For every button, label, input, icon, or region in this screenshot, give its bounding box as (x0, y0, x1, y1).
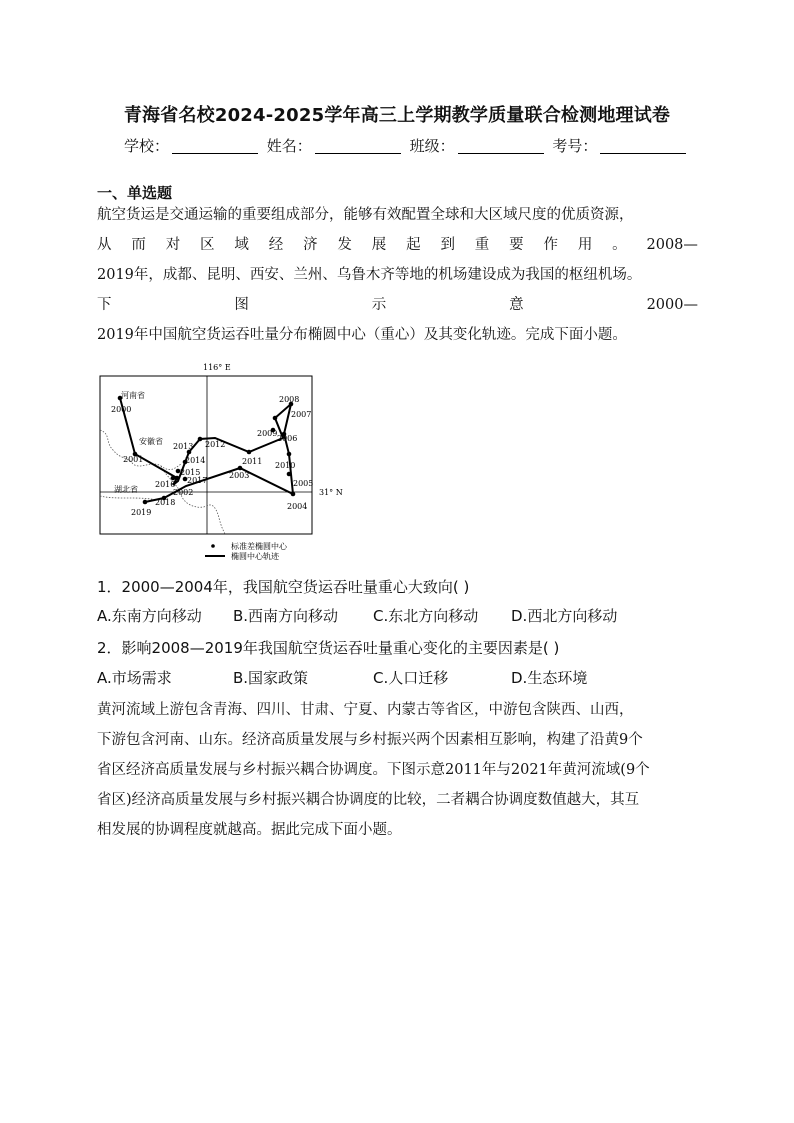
point-2003 (238, 466, 243, 471)
legend-point-icon (211, 544, 215, 548)
q2-option-d[interactable]: D.生态环境 (511, 669, 588, 687)
exam-title: 青海省名校2024-2025学年高三上学期教学质量联合检测地理试卷 (123, 105, 671, 126)
cargo-center-map (97, 360, 357, 565)
q1-option-b[interactable]: B.西南方向移动 (233, 607, 339, 625)
legend-line-label: 椭圆中心轨迹 (231, 552, 279, 561)
passage-aviation (97, 200, 698, 350)
class-blank[interactable] (458, 139, 544, 154)
map-svg (97, 360, 357, 565)
year-label: 2004 (287, 502, 308, 511)
q2-option-c[interactable]: C.人口迁移 (373, 669, 449, 687)
year-label: 2001 (123, 455, 144, 464)
spread-word: 示 (371, 297, 387, 313)
spread-word: 意 (509, 297, 524, 313)
spread-word: 2008— (646, 237, 698, 253)
exam-number-label: 考号： (552, 137, 598, 155)
passage-line-spread (97, 290, 698, 320)
question-1-stem: 1．2000—2004年，我国航空货运吞吐量重心大致向( ) (97, 578, 470, 596)
year-label: 2017 (187, 476, 208, 485)
spread-word: 展 (371, 237, 387, 253)
year-label: 2018 (155, 498, 176, 507)
year-label: 2009 (257, 429, 278, 438)
q2-option-b[interactable]: B.国家政策 (233, 669, 309, 687)
school-label: 学校： (124, 137, 170, 155)
point-2012 (198, 437, 203, 442)
year-label: 2010 (275, 461, 296, 470)
point-2011 (247, 450, 252, 455)
passage-line: 省区)经济高质量发展与乡村振兴耦合协调度的比较，二者耦合协调度数值越大，其互 (97, 792, 640, 808)
spread-word: 要 (509, 237, 524, 253)
spread-word: 对 (165, 237, 181, 253)
hubei-boundary (100, 496, 157, 500)
school-blank[interactable] (172, 139, 258, 154)
point-2008 (273, 416, 278, 421)
passage-line: 黄河流域上游包含青海、四川、甘肃、宁夏、内蒙古等省区，中游包含陕西、山西， (97, 702, 634, 718)
spread-word: 下 (97, 297, 112, 313)
passage-line: 省区经济高质量发展与乡村振兴耦合协调度。下图示意2011年与2021年黄河流域(9个 (97, 762, 650, 778)
spread-word: 作 (543, 237, 558, 253)
name-blank[interactable] (315, 139, 401, 154)
lat-label: 31° N (319, 488, 343, 497)
year-label: 2012 (205, 440, 226, 449)
spread-word: 到 (440, 237, 455, 253)
year-label: 2011 (242, 457, 263, 466)
spread-word: 从 (97, 237, 112, 253)
province-henan: 河南省 (121, 391, 145, 400)
question-2-stem: 2．影响2008—2019年我国航空货运吞吐量重心变化的主要因素是( ) (97, 639, 560, 657)
passage-line: 相发展的协调程度就越高。据此完成下面小题。 (97, 822, 402, 838)
lon-label: 116° E (203, 363, 231, 372)
q1-option-d[interactable]: D.西北方向移动 (511, 607, 618, 625)
spread-word: 而 (131, 237, 146, 253)
passage-line: 2019年中国航空货运吞吐量分布椭圆中心（重心）及其变化轨迹。完成下面小题。 (97, 327, 627, 343)
passage-line-spread (97, 230, 698, 260)
spread-word: 。 (612, 237, 627, 253)
section-heading: 一、单选题 (97, 184, 173, 202)
year-label: 2014 (185, 456, 206, 465)
point-2002 (175, 476, 180, 481)
spread-word: 区 (200, 237, 215, 253)
legend-point-label: 标准差椭圆中心 (231, 542, 287, 551)
point-2005 (287, 472, 292, 477)
passage-yellow-river (97, 695, 698, 845)
student-info-row (124, 135, 690, 156)
question-1-options (97, 605, 617, 626)
spread-word: 经 (268, 237, 284, 253)
year-label: 2013 (173, 442, 194, 451)
year-labels (111, 395, 313, 517)
passage-line: 下游包含河南、山东。经济高质量发展与乡村振兴两个因素相互影响，构建了沿黄9个 (97, 732, 643, 748)
year-label: 2007 (291, 410, 312, 419)
q1-option-a[interactable]: A.东南方向移动 (97, 607, 202, 625)
year-label: 2000 (111, 405, 132, 414)
spread-word: 济 (303, 237, 318, 253)
question-2-options (97, 667, 587, 688)
class-label: 班级： (409, 137, 455, 155)
year-label: 2008 (279, 395, 300, 404)
point-2019 (143, 500, 148, 505)
spread-word: 2000— (646, 297, 698, 313)
point-2004 (291, 492, 296, 497)
name-label: 姓名： (266, 137, 312, 155)
spread-word: 域 (234, 237, 249, 253)
year-label: 2006 (277, 434, 298, 443)
spread-word: 图 (234, 297, 249, 313)
year-label: 2002 (173, 488, 194, 497)
province-hubei: 湖北省 (114, 485, 138, 494)
province-anhui: 安徽省 (139, 437, 163, 446)
passage-line: 航空货运是交通运输的重要组成部分，能够有效配置全球和大区域尺度的优质资源， (97, 207, 634, 223)
spread-word: 发 (337, 237, 352, 253)
passage-line: 2019年，成都、昆明、西安、兰州、乌鲁木齐等地的机场建设成为我国的枢纽机场。 (97, 267, 642, 283)
year-label: 2003 (229, 471, 250, 480)
year-label: 2016 (155, 480, 176, 489)
year-label: 2005 (293, 479, 314, 488)
spread-word: 重 (474, 237, 490, 253)
centroid-points (118, 396, 296, 505)
year-label: 2015 (180, 468, 201, 477)
point-2010 (287, 452, 292, 457)
q1-option-c[interactable]: C.东北方向移动 (373, 607, 479, 625)
exam-number-blank[interactable] (600, 139, 686, 154)
year-label: 2019 (131, 508, 152, 517)
spread-word: 起 (406, 237, 421, 253)
spread-word: 用 (577, 237, 593, 253)
q2-option-a[interactable]: A.市场需求 (97, 669, 172, 687)
